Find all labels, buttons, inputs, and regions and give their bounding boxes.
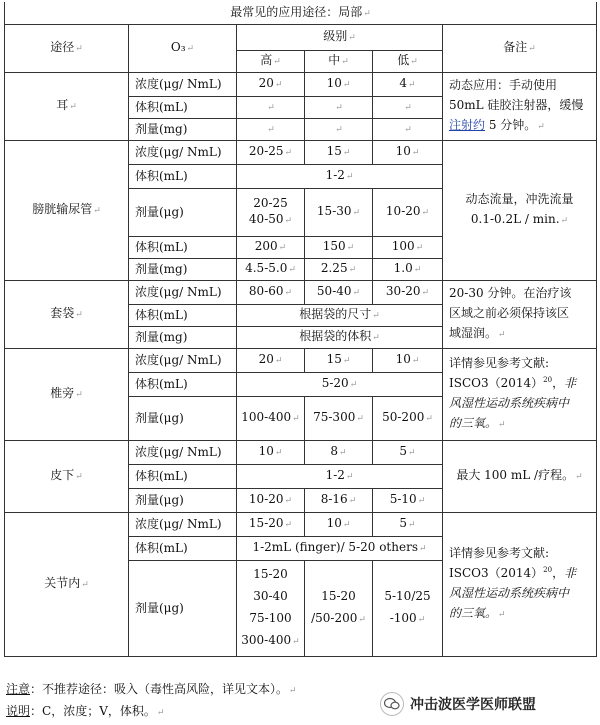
route-subcutaneous: 皮下↵	[5, 440, 129, 512]
cell-high: 10-20↵	[237, 488, 305, 512]
cell-low: 10-20↵	[373, 188, 443, 236]
note-subcutaneous: 最大 100 mL /疗程。↵	[443, 440, 597, 512]
cell-high: 10↵	[237, 440, 305, 464]
cell-line: 30-40	[253, 589, 288, 603]
cell-low: 50-200↵	[373, 396, 443, 440]
cell-mid: 15-30↵	[305, 188, 373, 236]
cell-high: 15-20↵	[237, 512, 305, 536]
cell-merged: 5-20↵	[237, 372, 443, 396]
cell-line: 20-25	[253, 196, 288, 210]
cell-line: 40-50↵	[248, 212, 293, 226]
note-line: 20-30 分钟。在治疗该	[449, 286, 572, 300]
watermark-text: 冲击波医学医师联盟	[410, 697, 536, 713]
cell-mid: ↵	[305, 118, 373, 140]
note-line: 的三氧。↵	[449, 416, 506, 430]
cell-line: 75-100	[249, 611, 292, 625]
header-low: 低↵	[373, 50, 443, 72]
route-paravertebral: 椎旁↵	[5, 348, 129, 440]
row-label: 剂量(μg)	[129, 188, 237, 236]
cell-line: 15-20	[321, 589, 356, 603]
table-row	[5, 440, 597, 464]
cell-low: 100↵	[373, 236, 443, 258]
cell-mid: 150↵	[305, 236, 373, 258]
row-label: 剂量(mg)	[129, 326, 237, 348]
note-line: 风湿性运动系统疾病中	[449, 586, 570, 600]
cell-high: 4.5-5.0↵	[237, 258, 305, 280]
header-route: 途径↵	[5, 24, 129, 72]
cell-merged: 1-2↵	[237, 164, 443, 188]
row-label: 浓度(μg/ NmL)	[129, 140, 237, 164]
cell-merged: 根据袋的尺寸↵	[237, 304, 443, 326]
ozone-dosage-table	[4, 2, 597, 657]
cell-low: 1.0↵	[373, 258, 443, 280]
header-row-1	[5, 24, 597, 50]
cell-high	[237, 188, 305, 236]
footer-note-label: 注意	[6, 682, 31, 696]
cell-mid: 50-40↵	[305, 280, 373, 304]
row-label: 剂量(μg)	[129, 488, 237, 512]
row-label: 浓度(μg/ NmL)	[129, 440, 237, 464]
cell-line: 15-20	[253, 567, 288, 581]
cell-low: 5↵	[373, 512, 443, 536]
header-o3: O₃↵	[129, 24, 237, 72]
note-line: 动态流量，冲洗流量	[465, 192, 574, 206]
cell-line: 5-10/25	[384, 589, 431, 603]
table-row	[5, 72, 597, 96]
cell-low: 10↵	[373, 348, 443, 372]
header-mid: 中↵	[305, 50, 373, 72]
note-paravertebral	[443, 348, 597, 440]
cell-low: 10↵	[373, 140, 443, 164]
note-underlined: 注射约	[449, 118, 486, 132]
cell-line: -100↵	[389, 611, 426, 625]
table-row	[5, 140, 597, 164]
cell-high: 100-400↵	[237, 396, 305, 440]
cell-high: ↵	[237, 118, 305, 140]
cell-mid: 10↵	[305, 72, 373, 96]
header-level: 级别↵	[237, 24, 443, 50]
cell-mid: 10↵	[305, 512, 373, 536]
footer-note: 注意：不推荐途径：吸入（毒性高风险，详见文本）。↵	[6, 682, 297, 696]
cell-mid: 15↵	[305, 140, 373, 164]
note-line: 0.1-0.2L / min.↵	[470, 212, 569, 226]
row-label: 体积(mL)	[129, 304, 237, 326]
row-label: 剂量(mg)	[129, 258, 237, 280]
row-label: 体积(mL)	[129, 236, 237, 258]
note-bag	[443, 280, 597, 348]
cell-low: 5↵	[373, 440, 443, 464]
cell-mid: 8-16↵	[305, 488, 373, 512]
cell-high: 80-60↵	[237, 280, 305, 304]
cell-low: ↵	[373, 118, 443, 140]
cell-high: 20↵	[237, 72, 305, 96]
footer-legend-label: 说明	[6, 704, 31, 718]
note-intraarticular	[443, 512, 597, 656]
cell-low: 5-10↵	[373, 488, 443, 512]
note-line: 详情参见参考文献:	[449, 546, 550, 560]
cell-line: /50-200↵	[311, 611, 366, 625]
wechat-logo-icon	[380, 692, 404, 716]
table-title-row	[5, 2, 597, 24]
cell-mid: 2.25↵	[305, 258, 373, 280]
cell-high: 200↵	[237, 236, 305, 258]
cell-high: 20↵	[237, 348, 305, 372]
reference-superscript: 20	[543, 376, 553, 384]
row-label: 剂量(μg)	[129, 396, 237, 440]
note-line: $ISCO3(2014)^{20}$，非	[449, 566, 577, 580]
watermark	[380, 690, 595, 718]
note-line: 注射约 5 分钟。↵	[449, 118, 545, 132]
cell-high	[237, 560, 305, 656]
footer-note-text: ：不推荐途径：吸入（毒性高风险，详见文本）。	[30, 682, 289, 696]
row-label: 浓度(μg/ NmL)	[129, 512, 237, 536]
cell-low: 30-20↵	[373, 280, 443, 304]
note-line: 风湿性运动系统疾病中	[449, 396, 570, 410]
cell-high: 20-25↵	[237, 140, 305, 164]
route-bladder: 膀胱输尿管↵	[5, 140, 129, 280]
row-label: 体积(mL)	[129, 96, 237, 118]
table-title: 最常见的应用途径：局部↵	[5, 2, 597, 24]
header-note: 备注↵	[443, 24, 597, 72]
cell-low	[373, 560, 443, 656]
row-label: 剂量(μg)	[129, 560, 237, 656]
note-bladder	[443, 140, 597, 280]
cell-mid: 75-300↵	[305, 396, 373, 440]
footer-legend-text: ：C，浓度；V，体积。	[30, 704, 156, 718]
reference-superscript: 20	[543, 566, 553, 574]
row-label: 体积(mL)	[129, 372, 237, 396]
cell-merged: 1-2mL (finger)/ 5-20 others↵	[237, 536, 443, 560]
note-line: 区域之前必须保持该区	[449, 306, 570, 320]
cell-low: ↵	[373, 96, 443, 118]
note-line: 50mL 硅胶注射器，缓慢	[449, 98, 584, 112]
note-line: $ISCO3(2014)^{20}$，非	[449, 376, 577, 390]
route-intraarticular: 关节内↵	[5, 512, 129, 656]
cell-merged: 根据袋的体积↵	[237, 326, 443, 348]
row-label: 浓度(μg/ NmL)	[129, 348, 237, 372]
row-label: 浓度(μg/ NmL)	[129, 72, 237, 96]
cell-mid: ↵	[305, 96, 373, 118]
note-line: 域湿润。↵	[449, 326, 506, 340]
header-high: 高↵	[237, 50, 305, 72]
row-label: 体积(mL)	[129, 536, 237, 560]
table-row	[5, 512, 597, 536]
row-label: 体积(mL)	[129, 464, 237, 488]
table-row	[5, 280, 597, 304]
cell-mid	[305, 560, 373, 656]
cell-line: 300-400↵	[241, 633, 300, 647]
cell-merged: 1-2↵	[237, 464, 443, 488]
route-ear: 耳↵	[5, 72, 129, 140]
note-line: 动态应用：手动使用	[449, 78, 558, 92]
cell-low: 4↵	[373, 72, 443, 96]
route-bag: 套袋↵	[5, 280, 129, 348]
note-ear	[443, 72, 597, 140]
table-row	[5, 348, 597, 372]
row-label: 体积(mL)	[129, 164, 237, 188]
cell-mid: 15↵	[305, 348, 373, 372]
note-line: 详情参见参考文献:	[449, 356, 550, 370]
row-label: 浓度(μg/ NmL)	[129, 280, 237, 304]
cell-mid: 8↵	[305, 440, 373, 464]
cell-high: ↵	[237, 96, 305, 118]
row-label: 剂量(mg)	[129, 118, 237, 140]
note-line: 的三氧。↵	[449, 606, 506, 620]
footer-legend: 说明：C，浓度；V，体积。↵	[6, 704, 165, 718]
